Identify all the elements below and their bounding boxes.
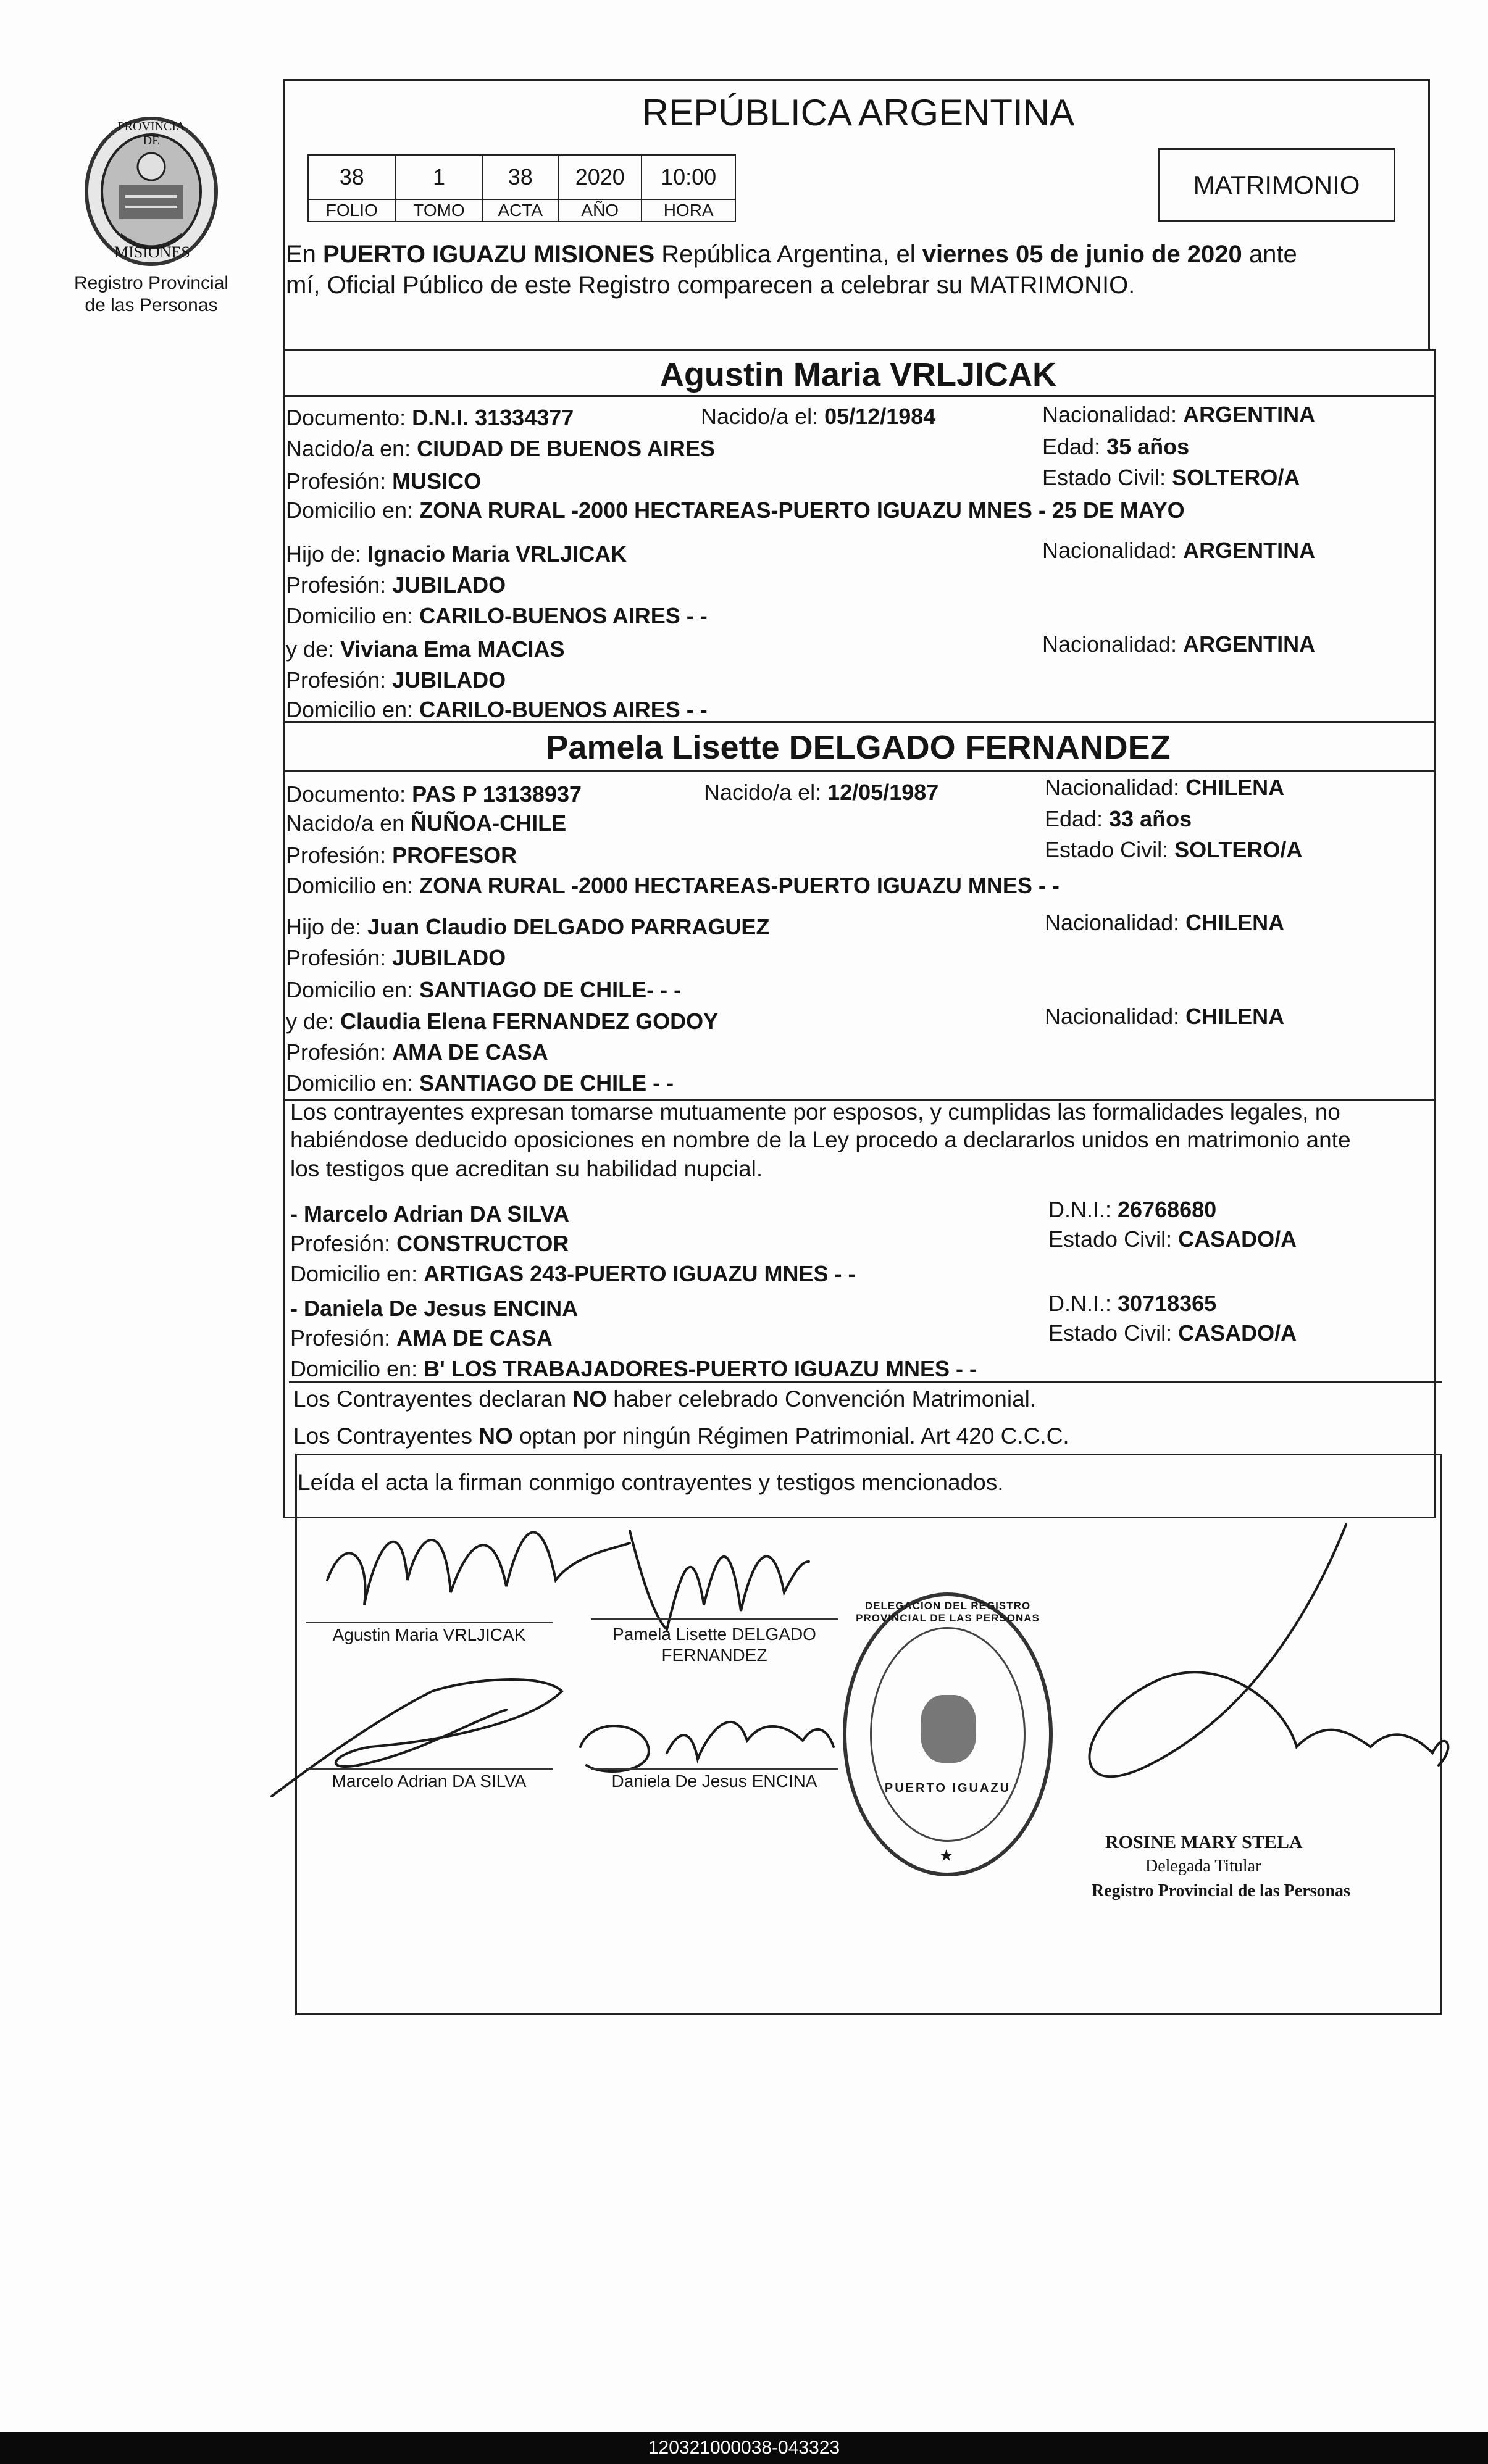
sig-label-spouse2-line2: FERNANDEZ bbox=[661, 1646, 767, 1665]
spouse2-mother-profesion: Profesión: AMA DE CASA bbox=[286, 1039, 548, 1065]
spouse2-nacionalidad: Nacionalidad: CHILENA bbox=[1045, 775, 1285, 800]
official-role: Delegada Titular bbox=[1145, 1857, 1261, 1876]
tomo-value: 1 bbox=[396, 155, 483, 199]
witness2-profesion: Profesión: AMA DE CASA bbox=[290, 1325, 553, 1351]
footer-id: 120321000038-043323 bbox=[648, 2437, 840, 2458]
spouse2-mother-domicilio: Domicilio en: SANTIAGO DE CHILE - - bbox=[286, 1070, 674, 1096]
record-type-label: MATRIMONIO bbox=[1193, 170, 1360, 199]
signature-4 bbox=[580, 1722, 834, 1771]
spouse2-father-profesion: Profesión: JUBILADO bbox=[286, 945, 506, 970]
witness1-profesion: Profesión: CONSTRUCTOR bbox=[290, 1231, 569, 1256]
signature-line bbox=[306, 1768, 553, 1770]
footer-id-bar bbox=[0, 2432, 1488, 2464]
spouse2-domicilio: Domicilio en: ZONA RURAL -2000 HECTAREAS-PUERTO IGUAZU MNES - - bbox=[286, 873, 1060, 898]
spouse2-nacido-el: Nacido/a el: 12/05/1987 bbox=[704, 780, 939, 805]
spouse1-nacido-el: Nacido/a el: 05/12/1984 bbox=[701, 404, 936, 429]
spouse2-nacido-en: Nacido/a en ÑUÑOA-CHILE bbox=[286, 810, 567, 836]
witness1-dni: D.N.I.: 26768680 bbox=[1048, 1197, 1217, 1222]
sig-label-spouse2-line1: Pamela Lisette DELGADO bbox=[612, 1625, 816, 1644]
witness2-dni: D.N.I.: 30718365 bbox=[1048, 1291, 1217, 1316]
acta-label: ACTA bbox=[482, 199, 558, 222]
spouse1-nacionalidad: Nacionalidad: ARGENTINA bbox=[1042, 402, 1316, 427]
spouse2-mother-nacionalidad: Nacionalidad: CHILENA bbox=[1045, 1004, 1285, 1029]
spouse2-father: Hijo de: Juan Claudio DELGADO PARRAGUEZ bbox=[286, 914, 770, 939]
spouse1-mother: y de: Viviana Ema MACIAS bbox=[286, 636, 565, 662]
spouse1-estado-civil: Estado Civil: SOLTERO/A bbox=[1042, 465, 1300, 490]
declaration-line3: los testigos que acreditan su habilidad nupcial. bbox=[290, 1156, 763, 1181]
spouse1-mother-nacionalidad: Nacionalidad: ARGENTINA bbox=[1042, 631, 1316, 657]
witness2-estado-civil: Estado Civil: CASADO/A bbox=[1048, 1320, 1297, 1346]
signature-5 bbox=[1089, 1525, 1448, 1776]
signatures-intro: Leída el acta la firman conmigo contrayentes y testigos mencionados. bbox=[298, 1470, 1004, 1495]
document-title: REPÚBLICA ARGENTINA bbox=[642, 92, 1075, 133]
spouse1-nacido-en: Nacido/a en: CIUDAD DE BUENOS AIRES bbox=[286, 436, 715, 461]
registry-name-line2: de las Personas bbox=[85, 295, 218, 315]
witness1-name: - Marcelo Adrian DA SILVA bbox=[290, 1201, 570, 1226]
intro-line2: mí, Oficial Público de este Registro comparecen a celebrar su MATRIMONIO. bbox=[286, 272, 1135, 299]
hora-value: 10:00 bbox=[642, 155, 735, 199]
spouse1-mother-profesion: Profesión: JUBILADO bbox=[286, 667, 506, 693]
spouse2-estado-civil: Estado Civil: SOLTERO/A bbox=[1045, 837, 1303, 862]
signature-2 bbox=[630, 1531, 809, 1629]
spouse1-mother-domicilio: Domicilio en: CARILO-BUENOS AIRES - - bbox=[286, 697, 708, 722]
star-icon: ★ bbox=[939, 1846, 954, 1865]
signature-line bbox=[591, 1618, 838, 1620]
official-org: Registro Provincial de las Personas bbox=[1092, 1881, 1350, 1900]
witness2-domicilio: Domicilio en: B' LOS TRABAJADORES-PUERTO IGUAZU MNES - - bbox=[290, 1356, 977, 1381]
hora-label: HORA bbox=[642, 199, 735, 222]
convention-line2: Los Contrayentes NO optan por ningún Régimen Patrimonial. Art 420 C.C.C. bbox=[293, 1423, 1069, 1449]
spouse1-documento: Documento: D.N.I. 31334377 bbox=[286, 405, 574, 430]
spouse1-father-domicilio: Domicilio en: CARILO-BUENOS AIRES - - bbox=[286, 603, 708, 628]
witness1-estado-civil: Estado Civil: CASADO/A bbox=[1048, 1226, 1297, 1252]
anio-value: 2020 bbox=[558, 155, 642, 199]
official-stamp bbox=[843, 1592, 1053, 1876]
witness1-domicilio: Domicilio en: ARTIGAS 243-PUERTO IGUAZU MNES - - bbox=[290, 1261, 856, 1286]
folio-value: 38 bbox=[308, 155, 396, 199]
intro-place: PUERTO IGUAZU MISIONES bbox=[323, 241, 655, 268]
signature-line bbox=[306, 1622, 553, 1623]
official-name: ROSINE MARY STELA bbox=[1105, 1832, 1303, 1852]
sig-label-spouse1: Agustin Maria VRLJICAK bbox=[332, 1625, 526, 1644]
seal-bottom-text: MISIONES bbox=[114, 243, 190, 261]
anio-label: AÑO bbox=[558, 199, 642, 222]
spouse2-mother: y de: Claudia Elena FERNANDEZ GODOY bbox=[286, 1009, 719, 1034]
stamp-inner-text: PUERTO IGUAZU bbox=[884, 1781, 1011, 1795]
convention-line1: Los Contrayentes declaran NO haber celebrado Convención Matrimonial. bbox=[293, 1386, 1037, 1412]
stamp-text: DELEGACION DEL REGISTRO PROVINCIAL DE LAS PERSONAS bbox=[856, 1600, 1040, 1624]
seal-top-text: PROVINCIA DE bbox=[117, 120, 185, 148]
spouse1-father-profesion: Profesión: JUBILADO bbox=[286, 572, 506, 597]
signature-line bbox=[591, 1768, 838, 1770]
stamp-emblem-icon bbox=[921, 1695, 976, 1763]
witness2-name: - Daniela De Jesus ENCINA bbox=[290, 1296, 579, 1321]
spouse1-father-nacionalidad: Nacionalidad: ARGENTINA bbox=[1042, 538, 1316, 563]
spouse1-profesion: Profesión: MUSICO bbox=[286, 468, 482, 494]
spouse2-documento: Documento: PAS P 13138937 bbox=[286, 781, 582, 807]
spouse2-edad: Edad: 33 años bbox=[1045, 806, 1192, 831]
folio-label: FOLIO bbox=[308, 199, 396, 222]
spouse1-edad: Edad: 35 años bbox=[1042, 434, 1190, 459]
signature-1 bbox=[327, 1533, 630, 1605]
spouse2-profesion: Profesión: PROFESOR bbox=[286, 843, 517, 868]
spouse1-name: Agustin Maria VRLJICAK bbox=[659, 356, 1057, 393]
acta-value: 38 bbox=[482, 155, 558, 199]
spouse2-father-domicilio: Domicilio en: SANTIAGO DE CHILE- - - bbox=[286, 977, 682, 1002]
spouse1-father: Hijo de: Ignacio Maria VRLJICAK bbox=[286, 541, 627, 567]
spouse1-domicilio: Domicilio en: ZONA RURAL -2000 HECTAREAS-PUERTO IGUAZU MNES - 25 DE MAYO bbox=[286, 497, 1185, 523]
intro-date: viernes 05 de junio de 2020 bbox=[922, 241, 1242, 268]
declaration-line2: habiéndose deducido oposiciones en nombre de la Ley procedo a declararlos unidos en matrimonio ante bbox=[290, 1127, 1351, 1152]
registry-name-line1: Registro Provincial bbox=[73, 273, 229, 293]
spouse2-name: Pamela Lisette DELGADO FERNANDEZ bbox=[546, 729, 1171, 766]
spouse2-father-nacionalidad: Nacionalidad: CHILENA bbox=[1045, 910, 1285, 935]
sig-label-witness2: Daniela De Jesus ENCINA bbox=[611, 1771, 817, 1791]
intro-line1: En PUERTO IGUAZU MISIONES República Argentina, el viernes 05 de junio de 2020 ante bbox=[286, 241, 1297, 268]
declaration-line1: Los contrayentes expresan tomarse mutuamente por esposos, y cumplidas las formalidades legales, no bbox=[290, 1099, 1340, 1125]
sig-label-witness1: Marcelo Adrian DA SILVA bbox=[332, 1771, 527, 1791]
tomo-label: TOMO bbox=[396, 199, 483, 222]
